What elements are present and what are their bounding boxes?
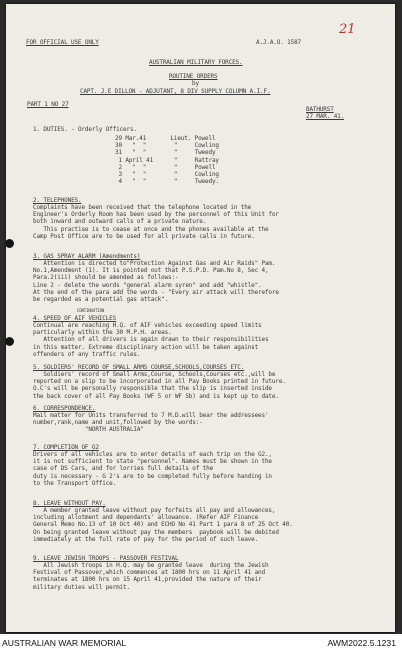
section-speed-body: Continual are reaching H.Q. of AIF vehicles exceeding speed limits particularly within the 30 M.P.H. areas. Attention of all drivers is again drawn to their responsibilities in this matter. Extreme disciplinary action will be taken against offenders of any traffic rules.: [33, 322, 269, 358]
section-soldiers-record-body: Soldiers' record of Small Arms,Course, Schools,Courses etc.,will be reported on a slip to be incorporated in all Pay Books printed in future. O.C's will be personally responsible that the slip is inserted inside the back cover of all Pay Books (WF 5 or WF 5b) and is kept up to date.: [33, 371, 286, 400]
by-line: by: [192, 80, 199, 87]
file-reference: A.J.A.O. 1587: [256, 39, 302, 46]
section-speed-title: 4. SPEED OF AIF VEHICLES: [33, 315, 117, 322]
section-correspondence-title: 6. CORRESPONDENCE.: [33, 405, 96, 412]
section-passover-leave-title: 9. LEAVE JEWISH TROOPS - PASSOVER FESTIVAL: [33, 555, 179, 562]
section-telephones-body: Complaints have been received that the telephone located in the Engineer's Orderly Room has been used by the personnel of this Unit for both inward and outward calls of a private nature. This practise is to cease at once and the phones available at the Camp Post Office are to be used for all private calls in future.: [33, 204, 279, 240]
handwritten-page-number: 21: [339, 22, 356, 37]
orderly-officers-roster: 29 Mar.41 Lieut. Powell 30 " " " Cowling 31 " " " Tweedy 1 April 41 " Rattray 2 " " " Powell 3 " " " Cowling 4 " " " Tweedy.: [115, 135, 219, 186]
document-page: [6, 4, 395, 632]
section-leave-without-pay-title: 8. LEAVE WITHOUT PAY.: [33, 500, 106, 507]
issuing-officer: CAPT. J.E DILLON - ADJUTANT, 8 DIV SUPPLY COLUMN A.I.F.: [80, 88, 271, 95]
organisation-heading: AUSTRALIAN MILITARY FORCES.: [149, 59, 243, 66]
punch-hole: [6, 337, 14, 346]
section-soldiers-record-title: 5. SOLDIERS' RECORD OF SMALL ARMS COURSE,SCHOOLS,COURSES ETC.: [33, 364, 245, 371]
section-correspondence-body: Mail matter for Units transferred to 7 M.D.will bear the addressees' number,rank,name and unit,followed by the words:- "NORTH AUSTRALIA": [33, 412, 269, 434]
section-g2-body: Drivers of all vehicles are to enter details of each trip on the G2., it is not sufficient to state "personnel". Names must be shown in the case of DS Cars, and for lorries full details of the duty is necessary - G 2's are to be completed fully before handing in to the Transport Office.: [33, 451, 272, 487]
date: 27 MAR. 41.: [306, 113, 345, 120]
section-gas-alarm-body: Attention is directed to"Protection Against Gas and Air Raids" Pam. No.1,Amendment (1). It is pointed out that P.S.P.D. Pam.No 8, Sec 4, Para.2(iii) should be amended as follows:- Line 2 - delete the words "general alarm syren" and add "whistle". At the end of the para add the words - "Every air attack will therefore be regarded as a potential gas attack".: [33, 260, 279, 304]
speed-title-insert: CONTINUATION: [77, 308, 105, 313]
routine-orders-title: ROUTINE ORDERS: [169, 73, 218, 80]
place: BATHURST: [306, 106, 334, 113]
punch-hole: [6, 239, 14, 248]
classification-label: FOR OFFICIAL USE ONLY: [26, 39, 99, 46]
footer-bar: [0, 634, 402, 653]
section-duties-title: 1. DUTIES. - Orderly Officers.: [33, 126, 137, 133]
footer-accession-number: AWM2022.5.1231: [327, 638, 396, 648]
section-passover-leave-body: All Jewish troops in H.Q. may be granted leave during the Jewish Festival of Passover,which commences at 1800 hrs on 11 April 41 and terminates at 1800 hrs on 15 April 41,provided the nature of their military duties will permit.: [33, 562, 269, 591]
section-leave-without-pay-body: A member granted leave without pay forfeits all pay and allowances, including allotment and dependants' allowance. (Refer AIF Finance General Memo No.13 of 10 Oct 40) and ECHO No 41 Part 1 para 8 of 25 Oct 40. On being granted leave without pay the members paybook will be debited immediately at the full rate of pay for the period of such leave.: [33, 507, 293, 543]
footer-institution: AUSTRALIAN WAR MEMORIAL: [2, 638, 127, 648]
section-gas-alarm-title: 3. GAS SPRAY ALARM (Amendments): [33, 253, 141, 260]
section-g2-title: 7. COMPLETION OF G2: [33, 444, 99, 451]
part-number: PART 1 NO 27: [27, 101, 69, 108]
section-telephones-title: 2. TELEPHONES.: [33, 197, 82, 204]
